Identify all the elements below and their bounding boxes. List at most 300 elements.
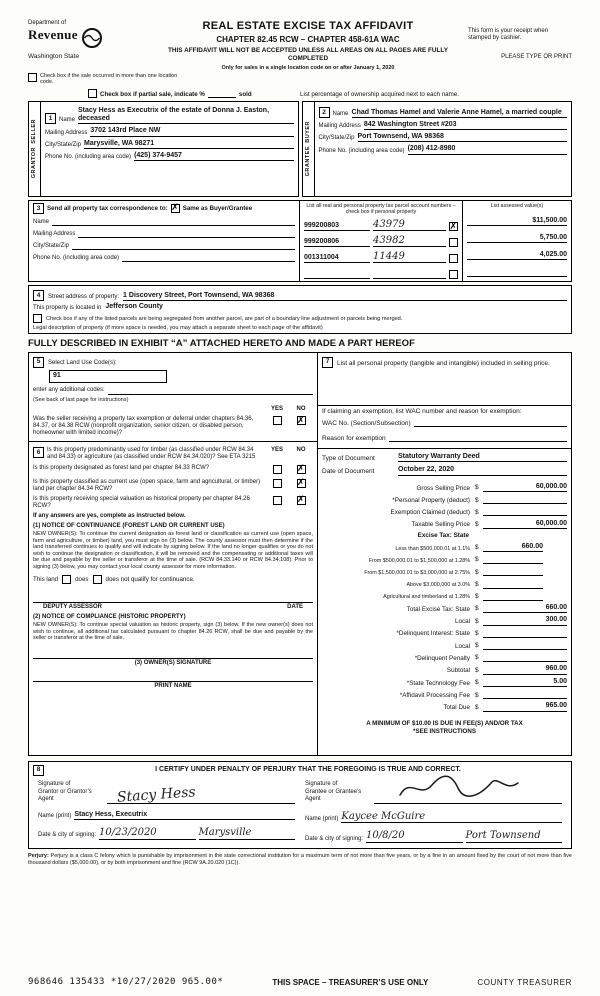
partial-sale-text: Check box if partial sale, indicate % bbox=[100, 90, 205, 98]
money-label: Total Excise Tax: State bbox=[406, 605, 470, 613]
personal-property-checkbox[interactable] bbox=[449, 238, 458, 247]
money-value[interactable]: 300.00 bbox=[483, 616, 567, 625]
street-address-label: Street address of property: bbox=[48, 294, 120, 301]
current-use-question-text: Is this property classified as current use (open space, farm and agricultural, or timber) land per chapter 84.34 RCW? bbox=[33, 478, 261, 492]
parcel-handwritten bbox=[373, 278, 446, 279]
date-of-document-field[interactable] bbox=[398, 466, 567, 475]
corr-csz-label: City/State/Zip bbox=[33, 242, 70, 249]
money-value[interactable] bbox=[483, 580, 543, 589]
historic-no-checkbox[interactable] bbox=[297, 496, 306, 505]
parcel-row bbox=[304, 219, 458, 231]
money-row-gross bbox=[322, 483, 567, 492]
money-row-delinquent-interest-state bbox=[322, 629, 567, 638]
print-name-line[interactable] bbox=[33, 681, 313, 690]
notice-1-body: NEW OWNER(S): To continue the current designation as forest land or classification as current use (open space, farm and agriculture, or timber) land, you must sign on (3) below. The county assessor must then determine if the land transferred continues to qualify and will indicate by signing below. If the land no longer qualifies or you do not wish to continue the designation or classification, it will be removed and the compensating or additional taxes will be due and payable by the seller or transferor at the time of sale. (RCW 84.33.140 or RCW 84.34.108). Prior to signing (3) below, you may contact your local county assessor for more information. bbox=[33, 531, 313, 570]
grantor-date-field[interactable] bbox=[99, 827, 195, 840]
county-value: Jefferson County bbox=[105, 303, 163, 311]
exhibit-a-statement: FULLY DESCRIBED IN EXHIBIT “A” ATTACHED HERETO AND MADE A PART HEREOF bbox=[28, 338, 415, 350]
dollar-sign: $ bbox=[475, 691, 479, 699]
money-label: Above $3,000,000 at 3.0% bbox=[406, 582, 470, 589]
receipt-note: This form is your receipt when stamped by cashier. bbox=[468, 28, 549, 42]
money-label: Agricultural and timberland at 1.28% bbox=[383, 594, 470, 601]
forest-no-checkbox[interactable] bbox=[297, 465, 306, 474]
revenue-logo-icon bbox=[81, 27, 103, 52]
date-of-document-label: Date of Document bbox=[322, 468, 375, 475]
money-value[interactable] bbox=[483, 653, 567, 662]
buyer-name-label: Name bbox=[332, 110, 349, 117]
parcel-row bbox=[304, 235, 458, 247]
section-6 bbox=[29, 442, 317, 754]
land-use-code-field[interactable] bbox=[49, 370, 167, 383]
assessed-value[interactable]: 5,750.00 bbox=[467, 230, 567, 243]
money-row-total-state bbox=[322, 604, 567, 613]
parcel-number: 001311004 bbox=[304, 254, 370, 263]
partial-sale-percent-field[interactable] bbox=[208, 90, 236, 98]
yes-no-header bbox=[33, 406, 313, 413]
segregated-note: Check box if any of the listed parcels are being segregated from another parcel, are part of a boundary line adjustment or parcels being merged. bbox=[46, 316, 403, 323]
dollar-sign: $ bbox=[475, 617, 479, 625]
grantee-date-city-row bbox=[305, 830, 562, 843]
grantor-date-handwriting: 10/23/2020 bbox=[99, 826, 157, 838]
corr-name-row bbox=[33, 217, 295, 226]
forest-land-question-text: Is this property designated as forest land per chapter 84.33 RCW? bbox=[33, 464, 210, 471]
parcel-row bbox=[304, 251, 458, 263]
seller-phone-label: Phone No. (including area code) bbox=[45, 154, 132, 161]
grantee-date-field[interactable] bbox=[366, 830, 462, 843]
wac-field[interactable] bbox=[414, 418, 567, 427]
historic-yes-cell bbox=[265, 496, 289, 507]
dollar-sign: $ bbox=[475, 593, 479, 601]
see-back-note: (See back of last page for instructions) bbox=[33, 396, 129, 403]
parcel-handwritten: 11449 bbox=[373, 251, 446, 264]
multi-location-checkbox[interactable] bbox=[28, 73, 37, 82]
located-in-label: This property is located in bbox=[33, 304, 102, 311]
multi-location-text: Check box if the sale occurred in more than one location code. bbox=[40, 72, 178, 86]
seller-mailing-field[interactable] bbox=[90, 127, 293, 136]
grantee-city-field[interactable] bbox=[466, 830, 562, 843]
money-value[interactable] bbox=[483, 641, 567, 650]
grantor-name-value: Stacy Hess, Executrix bbox=[74, 810, 148, 818]
personal-property-checkbox[interactable] bbox=[449, 222, 458, 231]
corr-name-label: Name bbox=[33, 218, 50, 225]
money-value[interactable] bbox=[483, 507, 567, 516]
buyer-phone-field[interactable] bbox=[408, 145, 567, 154]
money-value[interactable]: 60,000.00 bbox=[483, 483, 567, 492]
money-row-subtotal bbox=[322, 665, 567, 674]
money-value[interactable]: 960.00 bbox=[483, 665, 567, 674]
ownership-note: List percentage of ownership acquired next to each name. bbox=[300, 90, 459, 98]
historic-question-text: Is this property receiving special valuation as historical property per chapter 84.26 RCW? bbox=[33, 495, 250, 510]
current-use-no-checkbox[interactable] bbox=[297, 479, 306, 488]
grantor-date-city-label: Date & city of signing: bbox=[38, 832, 97, 839]
seller-side-label-1: SELLER bbox=[31, 119, 38, 145]
dollar-sign: $ bbox=[475, 556, 479, 564]
buyer-mailing-field[interactable] bbox=[364, 121, 567, 130]
same-as-buyer-checkbox[interactable] bbox=[171, 204, 180, 213]
forest-no-cell bbox=[289, 465, 313, 476]
money-row-state-tech-fee bbox=[322, 678, 567, 687]
money-value[interactable]: 60,000.00 bbox=[483, 520, 567, 529]
owners-signature-line[interactable] bbox=[33, 658, 313, 667]
does-checkbox[interactable] bbox=[62, 575, 71, 584]
money-label: *State Technology Fee bbox=[406, 679, 470, 687]
perjury-body: Perjury is a class C felony which is punishable by imprisonment in the state correctional institution for a maximum term of not more than five years, or by a fine in an amount fixed by the court of not more than five thousand dollars ($5,000.00), or by both imprisonment and fine (RCW 9A.20.020 (1C)). bbox=[28, 853, 572, 866]
money-label: Local bbox=[454, 618, 470, 626]
section-1-badge: 1 bbox=[45, 113, 56, 124]
form-warning: THIS AFFIDAVIT WILL NOT BE ACCEPTED UNLESS ALL AREAS ON ALL PAGES ARE FULLY COMPLETED bbox=[167, 47, 448, 62]
money-value[interactable]: 660.00 bbox=[483, 543, 543, 552]
type-of-document-field[interactable] bbox=[398, 453, 567, 462]
yes-col-label: YES bbox=[270, 447, 283, 454]
form-title: REAL ESTATE EXCISE TAX AFFIDAVIT bbox=[202, 20, 414, 32]
section-3-badge: 3 bbox=[33, 203, 44, 214]
money-row-total-due bbox=[322, 702, 567, 711]
seller-name-field[interactable] bbox=[78, 107, 293, 125]
money-value[interactable] bbox=[483, 567, 543, 576]
reason-field[interactable] bbox=[389, 433, 567, 442]
parcel-numbers-col bbox=[300, 201, 462, 282]
historic-no-cell bbox=[289, 496, 313, 507]
footer bbox=[28, 977, 572, 988]
dollar-sign: $ bbox=[475, 703, 479, 711]
seller-mailing-label: Mailing Address bbox=[45, 129, 88, 136]
form-subtitle: CHAPTER 82.45 RCW – CHAPTER 458-61A WAC bbox=[216, 34, 400, 44]
partial-sale-checkbox[interactable] bbox=[88, 89, 97, 98]
money-label: Taxable Selling Price bbox=[411, 521, 470, 529]
mid-columns bbox=[28, 352, 572, 756]
deferral-question-row bbox=[33, 416, 313, 437]
historic-question-row bbox=[33, 496, 313, 510]
deputy-assessor-label: DEPUTY ASSESSOR bbox=[43, 604, 103, 611]
money-label: From $500,000.01 to $1,500,000 at 1.28% bbox=[368, 557, 470, 564]
buyer-side-label-1: BUYER bbox=[304, 121, 311, 144]
money-row-delinquent-interest-local bbox=[322, 641, 567, 650]
grantor-city-handwriting: Marysville bbox=[198, 826, 252, 838]
section-5 bbox=[29, 353, 317, 443]
grantee-name-handwriting: Kaycee McGuire bbox=[341, 810, 426, 822]
forest-land-question-row bbox=[33, 465, 313, 476]
street-address-row bbox=[33, 290, 567, 301]
buyer-phone-label: Phone No. (including area code) bbox=[318, 147, 405, 154]
buyer-mailing-value: 842 Washington Street #203 bbox=[363, 120, 457, 128]
deferral-yes-checkbox[interactable] bbox=[273, 416, 282, 425]
grantor-signature-col bbox=[33, 779, 300, 844]
minimum-fee-note: A MINIMUM OF $10.00 IS DUE IN FEE(S) AND/OR TAX bbox=[366, 719, 523, 727]
notice-2-body: NEW OWNER(S): To continue special valuation as historic property, sign (3) below. If the new owner(s) does not wish to continue, all additional tax calculated pursuant to chapter 84.26 RCW, shall be due and payable by the seller or transferor at the time of sale. bbox=[33, 622, 313, 642]
money-row-excise-header bbox=[322, 532, 567, 539]
header bbox=[28, 20, 572, 71]
money-value[interactable] bbox=[483, 555, 543, 564]
additional-codes-row bbox=[33, 386, 313, 395]
money-value[interactable] bbox=[483, 495, 567, 504]
perjury-paragraph bbox=[28, 853, 572, 866]
money-label: From $1,500,000.01 to $3,000,000 at 2.75% bbox=[364, 569, 470, 576]
perjury-label: Perjury: bbox=[28, 853, 49, 860]
money-row-taxable bbox=[322, 520, 567, 529]
partial-sale-sold-text: sold bbox=[238, 90, 252, 98]
money-value[interactable]: 5.00 bbox=[483, 678, 567, 687]
money-row-bracket-2 bbox=[322, 555, 567, 564]
grantor-signature-row bbox=[38, 779, 295, 804]
money-label: Excise Tax: State bbox=[417, 532, 469, 540]
reason-row bbox=[322, 433, 567, 442]
grantee-signature-scribble bbox=[394, 775, 524, 804]
type-of-document-label: Type of Document bbox=[322, 454, 375, 462]
money-row-affidavit-fee bbox=[322, 690, 567, 699]
deferral-no-cell bbox=[289, 416, 313, 427]
receipt-block bbox=[468, 20, 572, 61]
form-only-note: Only for sales in a single location code on or after January 1, 2020 bbox=[221, 64, 395, 71]
deputy-assessor-line[interactable] bbox=[33, 602, 313, 611]
certify-statement: I CERTIFY UNDER PENALTY OF PERJURY THAT THE FOREGOING IS TRUE AND CORRECT. bbox=[155, 765, 461, 773]
parcel-list-header: List all real and personal property tax parcel account numbers – check box if personal property bbox=[306, 202, 456, 216]
buyer-side-label-2: GRANTEE bbox=[304, 146, 311, 177]
seller-phone-row bbox=[45, 152, 294, 161]
buyer-box bbox=[302, 101, 573, 197]
dollar-sign: $ bbox=[475, 568, 479, 576]
assessed-values-col bbox=[462, 201, 571, 282]
money-value[interactable] bbox=[483, 690, 567, 699]
wac-label: WAC No. (Section/Subsection) bbox=[322, 419, 411, 427]
owners-signature-label: (3) OWNER(S) SIGNATURE bbox=[134, 659, 212, 666]
date-of-document-value: October 22, 2020 bbox=[398, 466, 455, 474]
buyer-csz-label: City/State/Zip bbox=[318, 135, 355, 142]
no-col-label: NO bbox=[296, 447, 306, 454]
corr-name-field[interactable] bbox=[52, 217, 295, 226]
current-use-yes-cell bbox=[265, 479, 289, 490]
money-value[interactable] bbox=[483, 592, 543, 601]
money-label: Gross Selling Price bbox=[416, 484, 470, 492]
grantee-agent-text: Grantee or Grantee’s Agent bbox=[305, 788, 362, 802]
grantee-name-field[interactable] bbox=[341, 811, 562, 824]
timber-question-row bbox=[33, 447, 313, 461]
street-address-field[interactable] bbox=[123, 292, 567, 301]
title-block bbox=[148, 20, 468, 71]
seller-name-value: Stacy Hess as Executrix of the estate of Donna J. Easton, deceased bbox=[78, 106, 270, 123]
forest-yes-cell bbox=[265, 465, 289, 476]
money-label: Local bbox=[454, 642, 470, 650]
section-7-badge: 7 bbox=[322, 357, 333, 368]
seller-phone-value: (425) 374-9457 bbox=[134, 151, 182, 159]
deferral-no-checkbox[interactable] bbox=[297, 416, 306, 425]
forest-yes-checkbox[interactable] bbox=[273, 465, 282, 474]
grantor-signature-label bbox=[38, 781, 104, 804]
current-use-question-row bbox=[33, 479, 313, 493]
same-as-buyer-label: Same as Buyer/Grantee bbox=[182, 204, 253, 212]
buyer-mailing-label: Mailing Address bbox=[318, 123, 361, 130]
type-or-print-note: PLEASE TYPE OR PRINT bbox=[501, 54, 572, 61]
spacer bbox=[33, 406, 265, 413]
send-correspondence-label: Send all property tax correspondence to: bbox=[47, 204, 168, 212]
current-use-no-cell bbox=[289, 479, 313, 490]
dollar-sign: $ bbox=[475, 605, 479, 613]
money-label: Less than $500,000.01 at 1.1% bbox=[395, 545, 470, 552]
money-row-exemption-deduct bbox=[322, 507, 567, 516]
seller-phone-field[interactable] bbox=[134, 152, 293, 161]
if-yes-note: If any answers are yes, complete as instructed below. bbox=[33, 513, 186, 520]
money-row-bracket-1 bbox=[322, 543, 567, 552]
reason-label: Reason for exemption bbox=[322, 434, 386, 442]
segregated-checkbox[interactable] bbox=[33, 314, 42, 323]
dept-of-label: Department of bbox=[28, 20, 67, 26]
parcel-row bbox=[304, 267, 458, 279]
cashier-stamp: 968646 135433 *10/27/2020 965.00* bbox=[28, 977, 224, 988]
dollar-sign: $ bbox=[475, 484, 479, 492]
corr-phone-field[interactable] bbox=[122, 253, 295, 262]
money-value[interactable] bbox=[483, 629, 567, 638]
seller-box bbox=[28, 101, 299, 197]
money-row-agricultural bbox=[322, 592, 567, 601]
buyer-csz-row bbox=[319, 133, 568, 142]
grantee-name-print-label: Name (print) bbox=[305, 816, 339, 823]
corr-mailing-row bbox=[33, 229, 295, 238]
assessed-value[interactable] bbox=[467, 264, 567, 277]
grantee-name-row bbox=[305, 811, 562, 824]
send-correspondence-row bbox=[33, 203, 295, 214]
partial-sale-note bbox=[88, 89, 300, 98]
dollar-sign: $ bbox=[475, 642, 479, 650]
dor-logo-block bbox=[28, 20, 148, 61]
current-use-yes-checkbox[interactable] bbox=[273, 479, 282, 488]
personal-property-checkbox[interactable] bbox=[449, 254, 458, 263]
personal-property-checkbox[interactable] bbox=[449, 270, 458, 279]
money-label: Subtotal bbox=[446, 667, 470, 675]
parcel-table bbox=[299, 201, 571, 282]
grantee-date-handwriting: 10/8/20 bbox=[366, 830, 405, 842]
type-of-document-row bbox=[318, 453, 571, 462]
personal-property-question: List all personal property (tangible and intangible) included in selling price. bbox=[337, 359, 550, 367]
corr-phone-row bbox=[33, 253, 295, 262]
dollar-sign: $ bbox=[475, 521, 479, 529]
buyer-csz-field[interactable] bbox=[358, 133, 567, 142]
partial-sale-row bbox=[28, 89, 572, 98]
yes-col-label: YES bbox=[270, 406, 283, 413]
grantee-signature-field[interactable] bbox=[374, 779, 562, 804]
washington-state-label: Washington State bbox=[28, 53, 80, 61]
money-label: Exemption Claimed (deduct) bbox=[390, 509, 470, 517]
buyer-fields bbox=[315, 102, 572, 196]
multi-location-note bbox=[28, 73, 188, 86]
does-not-text: does not qualify for continuance. bbox=[105, 576, 195, 584]
left-column bbox=[28, 352, 318, 756]
additional-codes-label: enter any additional codes: bbox=[33, 387, 105, 394]
grantor-name-field[interactable] bbox=[74, 811, 295, 820]
seller-csz-row bbox=[45, 140, 294, 149]
parcel-number: 999200806 bbox=[304, 238, 370, 247]
parcel-number: 999200803 bbox=[304, 222, 370, 231]
street-address-value: 1 Discovery Street, Port Townsend, WA 98368 bbox=[123, 292, 275, 300]
land-use-row bbox=[33, 357, 313, 368]
legal-description-row bbox=[33, 325, 567, 332]
section-6-badge: 6 bbox=[33, 447, 44, 458]
money-row-personal-deduct bbox=[322, 495, 567, 504]
tax-correspondence-block bbox=[29, 201, 299, 282]
county-treasurer-label: COUNTY TREASURER bbox=[477, 977, 572, 987]
grantor-name-row bbox=[38, 811, 295, 820]
wac-row bbox=[322, 418, 567, 427]
grantee-city-handwriting: Port Townsend bbox=[465, 830, 541, 842]
seller-sideband bbox=[29, 102, 41, 196]
grantee-date-city-label: Date & city of signing: bbox=[305, 836, 364, 843]
assessed-value[interactable]: $11,500.00 bbox=[467, 213, 567, 226]
exemption-block bbox=[318, 406, 571, 450]
seller-fields bbox=[41, 102, 298, 196]
money-label: *Delinquent Penalty bbox=[414, 654, 470, 662]
money-label: *Personal Property (deduct) bbox=[392, 496, 470, 504]
historic-yes-checkbox[interactable] bbox=[273, 496, 282, 505]
grantor-city-field[interactable] bbox=[199, 827, 295, 840]
dollar-sign: $ bbox=[475, 654, 479, 662]
seller-csz-field[interactable] bbox=[84, 140, 293, 149]
notice-2-title: (2) NOTICE OF COMPLIANCE (HISTORIC PROPERTY) bbox=[33, 614, 186, 621]
grantor-name-print-label: Name (print) bbox=[38, 812, 72, 819]
assessed-values-header: List assessed value(s) bbox=[490, 202, 544, 209]
grantor-date-city-row bbox=[38, 827, 295, 840]
money-value[interactable]: 965.00 bbox=[483, 702, 567, 711]
parcel-handwritten: 43979 bbox=[373, 219, 446, 232]
section-8 bbox=[28, 761, 572, 850]
dollar-sign: $ bbox=[475, 679, 479, 687]
section-4-badge: 4 bbox=[33, 290, 44, 301]
revenue-wordmark: Revenue bbox=[28, 27, 78, 43]
buyer-csz-value: Port Townsend, WA 98368 bbox=[357, 133, 444, 141]
section-2-badge: 2 bbox=[319, 107, 330, 118]
money-row-delinquent-penalty bbox=[322, 653, 567, 662]
dollar-sign: $ bbox=[475, 580, 479, 588]
does-not-checkbox[interactable] bbox=[93, 575, 102, 584]
see-instructions-note: *SEE INSTRUCTIONS bbox=[413, 727, 476, 735]
seller-csz-value: Marysville, WA 98271 bbox=[84, 139, 155, 147]
seller-csz-label: City/State/Zip bbox=[45, 141, 82, 148]
type-of-document-value: Statutory Warranty Deed bbox=[398, 453, 480, 461]
section-4 bbox=[28, 285, 572, 334]
corr-mailing-label: Mailing Address bbox=[33, 230, 76, 237]
seller-mailing-row bbox=[45, 127, 294, 136]
buyer-sideband bbox=[303, 102, 315, 196]
legal-description-label: Legal description of property (if more space is needed, you may attach a separate sheet to each page of the affidavit) bbox=[33, 324, 323, 331]
buyer-name-value: Chad Thomas Hamel and Valerie Anne Hamel, a married couple bbox=[351, 108, 562, 116]
dollar-sign: $ bbox=[475, 666, 479, 674]
corr-phone-label: Phone No. (including area code) bbox=[33, 254, 120, 261]
seller-mailing-value: 3702 143rd Place NW bbox=[90, 127, 161, 135]
land-use-label: Select Land Use Code(s): bbox=[48, 360, 117, 367]
money-row-local bbox=[322, 616, 567, 625]
notice-1-title: (1) NOTICE OF CONTINUANCE (FOREST LAND OR CURRENT USE) bbox=[33, 523, 225, 530]
corr-csz-field[interactable] bbox=[72, 241, 295, 250]
does-text: does bbox=[75, 576, 89, 584]
buyer-name-field[interactable] bbox=[352, 109, 567, 118]
money-value[interactable]: 660.00 bbox=[483, 604, 567, 613]
parcel-handwritten: 43982 bbox=[373, 235, 446, 248]
corr-mailing-field[interactable] bbox=[78, 229, 295, 238]
grantor-signature-field[interactable] bbox=[107, 779, 295, 804]
certify-row bbox=[33, 765, 567, 776]
no-col-label: NO bbox=[296, 406, 306, 413]
money-label: *Delinquent Interest: State bbox=[396, 630, 470, 638]
parcel-number bbox=[304, 278, 370, 279]
excise-tax-table bbox=[318, 480, 571, 712]
signature-grid bbox=[33, 779, 567, 844]
land-use-code-value: 91 bbox=[53, 371, 61, 379]
segregated-row bbox=[33, 314, 567, 323]
qualify-row bbox=[33, 575, 313, 584]
money-row-bracket-4 bbox=[322, 580, 567, 589]
grantee-signature-row bbox=[305, 779, 562, 804]
signature-of-text: Signature of bbox=[38, 781, 71, 787]
deferral-yes-cell bbox=[265, 416, 289, 427]
assessed-value[interactable]: 4,025.00 bbox=[467, 247, 567, 260]
additional-codes-field[interactable] bbox=[108, 386, 313, 395]
